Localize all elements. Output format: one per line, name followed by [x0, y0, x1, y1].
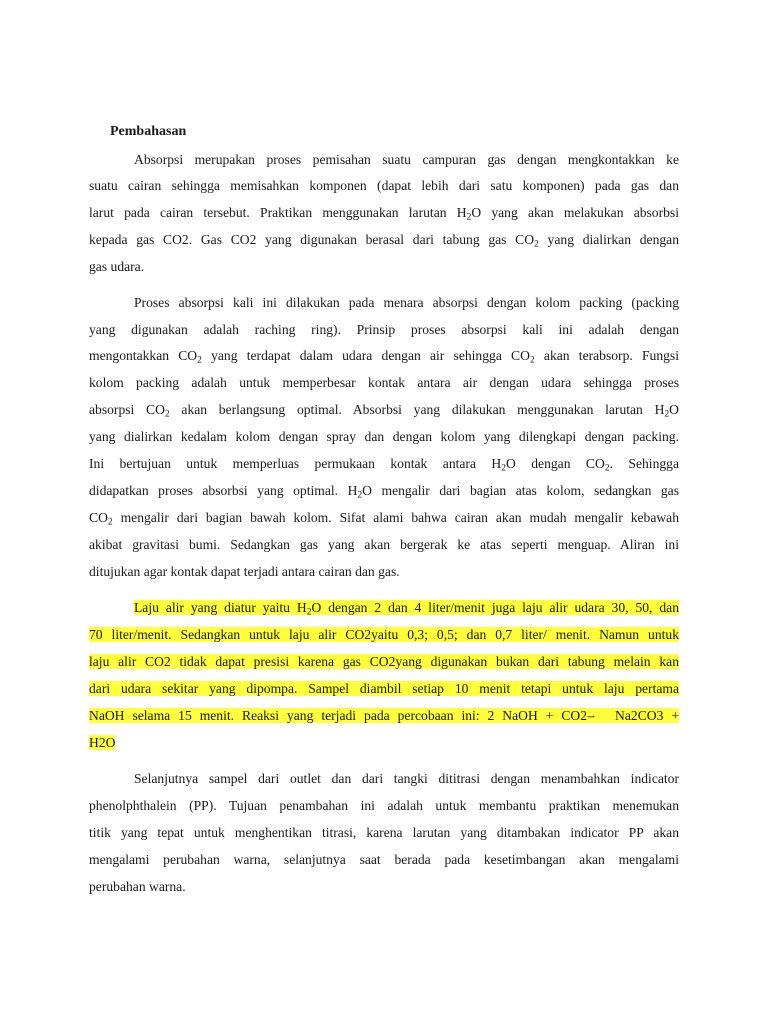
p2-line-11: ditujukan agar kontak dapat terjadi antara cairan dan gas.: [89, 564, 400, 579]
p2-line-7: Ini bertujuan untuk memperluas permukaan kontak antara $H_2O$ dengan $CO_2$. Sehingga: [89, 456, 679, 474]
p4-line-1: Selanjutnya sampel dari outlet dan dari tangki dititrasi dengan menambahkan indicator: [134, 771, 679, 786]
p2-line-10: akibat gravitasi bumi. Sedangkan gas yang akan bergerak ke atas seperti menguap. Aliran ini: [89, 537, 679, 552]
p3-line-4: dari udara sekitar yang dipompa. Sampel diambil setiap 10 menit tetapi untuk laju pertama: [89, 681, 679, 696]
p4-line-5: perubahan warna.: [89, 879, 186, 894]
p1-line-4: kepada gas CO2. Gas CO2 yang digunakan berasal dari tabung gas $CO_2$ yang dialirkan dengan: [89, 232, 679, 250]
p4-line-4: mengalami perubahan warna, selanjutnya saat berada pada kesetimbangan akan mengalami: [89, 852, 679, 867]
p3-line-5: NaOH selama 15 menit. Reaksi yang terjadi pada percobaan ini: 2 NaOH + CO2⇀ Na2CO3 +: [89, 706, 679, 728]
p2-line-8: didapatkan proses absorbsi yang optimal. $H_2O$ mengalir dari bagian atas kolom, sedangkan gas: [89, 483, 679, 501]
p2-line-2: yang digunakan adalah raching ring). Prinsip proses absorpsi kali ini adalah dengan: [89, 322, 679, 337]
p2-line-3: mengontakkan $CO_2$ yang terdapat dalam udara dengan air sehingga $CO_2$ akan terabsorp. Fungsi: [89, 348, 679, 366]
p2-line-6: yang dialirkan kedalam kolom dengan spray dan dengan kolom yang dilengkapi dengan packing.: [89, 429, 679, 444]
p1-line-3: larut pada cairan tersebut. Praktikan menggunakan larutan $H_2O$ yang akan melakukan absorbsi: [89, 205, 679, 223]
section-heading: Pembahasan: [110, 124, 187, 139]
p3-line-3: laju alir CO2 tidak dapat presisi karena gas CO2yang digunakan bukan dari tabung melain kan: [89, 654, 679, 669]
p1-line-2: suatu cairan sehingga memisahkan komponen (dapat lebih dari satu komponen) pada gas dan: [89, 178, 679, 193]
p1-line-1: Absorpsi merupakan proses pemisahan suatu campuran gas dengan mengkontakkan ke: [134, 152, 679, 167]
p3-line-6: H2O: [89, 735, 116, 750]
p2-line-4: kolom packing adalah untuk memperbesar kontak antara air dengan udara sehingga proses: [89, 375, 679, 390]
p1-line-5: gas udara.: [89, 259, 145, 274]
p4-line-2: phenolphthalein (PP). Tujuan penambahan ini adalah untuk membantu praktikan menemukan: [89, 798, 679, 813]
p2-line-5: absorpsi $CO_2$ akan berlangsung optimal. Absorbsi yang dilakukan menggunakan larutan $H_2O$: [89, 402, 679, 420]
p2-line-9: $CO_2$ mengalir dari bagian bawah kolom. Sifat alami bahwa cairan akan mudah mengalir kebawah: [89, 510, 679, 528]
reaction-arrow-icon: ⇀: [587, 712, 596, 723]
p4-line-3: titik yang tepat untuk menghentikan titrasi, karena larutan yang ditambakan indicator PP akan: [89, 825, 679, 840]
p3-line-1: Laju alir yang diatur yaitu $H_2O$ dengan 2 dan 4 liter/menit juga laju alir udara 30, 50, dan: [134, 600, 679, 618]
p3-line-2: 70 liter/menit. Sedangkan untuk laju alir CO2yaitu 0,3; 0,5; dan 0,7 liter/ menit. Namun untuk: [89, 627, 679, 642]
p2-line-1: Proses absorpsi kali ini dilakukan pada menara absorpsi dengan kolom packing (packing: [134, 295, 679, 310]
